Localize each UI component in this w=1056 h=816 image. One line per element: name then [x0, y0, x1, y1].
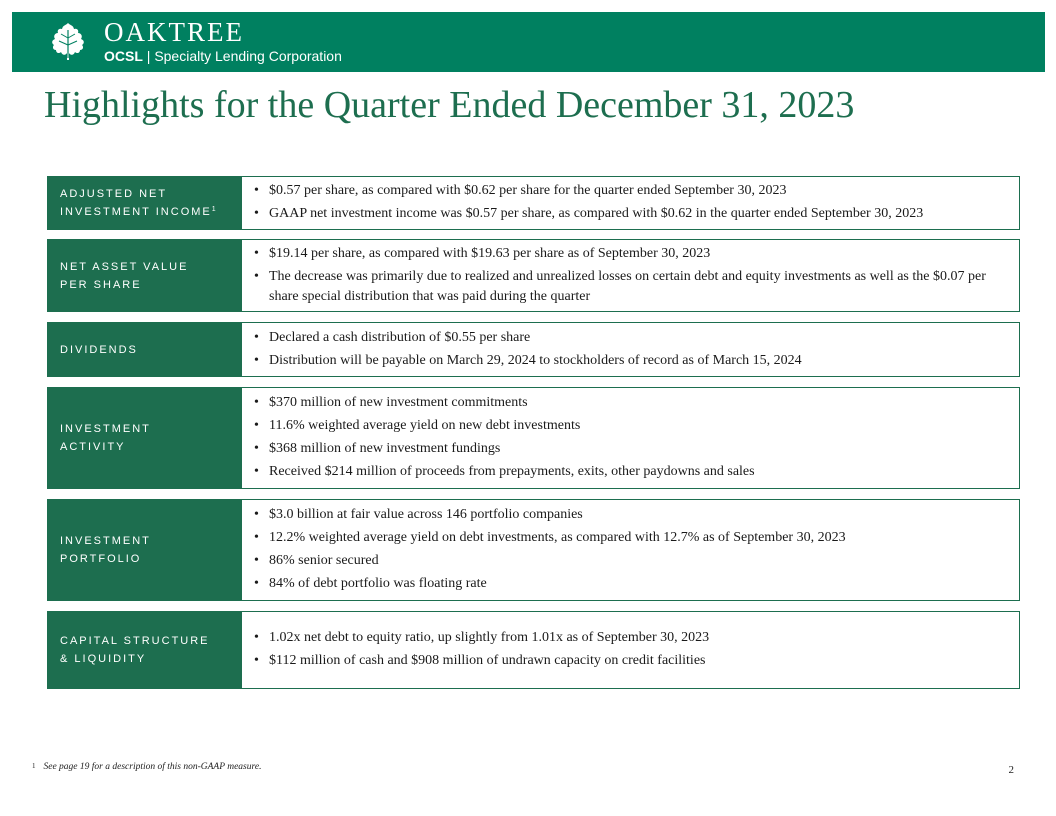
- section-label-text: CAPITAL STRUCTURE & LIQUIDITY: [60, 635, 210, 665]
- section-investment-portfolio: [47, 499, 1020, 601]
- bullet-item: • $0.57 per share, as compared with $0.62 per share for the quarter ended September 30, 2023: [242, 181, 1003, 201]
- bullet-item: • $112 million of cash and $908 million of undrawn capacity on credit facilities: [242, 651, 1003, 671]
- footnote-mark: 1: [32, 762, 36, 770]
- section-nav-per-share: [47, 239, 1020, 312]
- section-label-text: ADJUSTED NET INVESTMENT INCOME$^1$: [60, 188, 216, 218]
- bullet-item: • $370 million of new investment commitments: [242, 393, 1003, 413]
- bullet-item: • $3.0 billion at fair value across 146 portfolio companies: [242, 505, 1003, 525]
- section-label: [48, 323, 242, 376]
- section-investment-activity: [47, 387, 1020, 489]
- section-label-text: INVESTMENT PORTFOLIO: [60, 535, 151, 565]
- footnote-ref: 1: [211, 206, 216, 213]
- brand-separator: |: [146, 48, 151, 64]
- section-adjusted-nii: [47, 176, 1020, 230]
- section-label-text: INVESTMENT ACTIVITY: [60, 423, 151, 453]
- brand-subtitle: [104, 47, 342, 65]
- bullet-item: • $19.14 per share, as compared with $19.63 per share as of September 30, 2023: [242, 244, 1003, 264]
- bullet-item: • Distribution will be payable on March 29, 2024 to stockholders of record as of March 15, 2024: [242, 351, 1003, 371]
- footnote-text: See page 19 for a description of this non-GAAP measure.: [43, 762, 262, 772]
- bullet-item: • $368 million of new investment fundings: [242, 439, 1003, 459]
- bullet-list: [242, 240, 1019, 311]
- bullet-item: • Declared a cash distribution of $0.55 per share: [242, 328, 1003, 348]
- section-label: [48, 388, 242, 488]
- section-label: [48, 240, 242, 311]
- bullet-list: [242, 177, 1019, 229]
- bullet-item: • The decrease was primarily due to realized and unrealized losses on certain debt and equity investments as well as the $0.07 per share special distribution that was paid during the quarter: [242, 267, 1003, 307]
- bullet-item: • GAAP net investment income was $0.57 per share, as compared with $0.62 in the quarter ended September 30, 2023: [242, 204, 1003, 224]
- oak-leaf-icon: [46, 20, 90, 64]
- page-number: 2: [1008, 764, 1014, 776]
- bullet-list: [242, 323, 1019, 376]
- bullet-item: • 1.02x net debt to equity ratio, up slightly from 1.01x as of September 30, 2023: [242, 628, 1003, 648]
- bullet-item: • 12.2% weighted average yield on debt investments, as compared with 12.7% as of September 30, 2023: [242, 528, 1003, 548]
- bullet-item: • 84% of debt portfolio was floating rate: [242, 574, 1003, 594]
- bullet-list: [242, 612, 1019, 688]
- bullet-list: [242, 388, 1019, 488]
- ticker: OCSL: [104, 48, 143, 64]
- section-label: [48, 500, 242, 600]
- section-label-text: NET ASSET VALUE PER SHARE: [60, 260, 189, 291]
- section-label: [48, 177, 242, 229]
- brand-name: OAKTREE: [104, 17, 244, 47]
- header-banner: [12, 12, 1045, 72]
- section-label: [48, 612, 242, 688]
- bullet-item: • Received $214 million of proceeds from prepayments, exits, other paydowns and sales: [242, 462, 1003, 482]
- section-label-text: DIVIDENDS: [60, 343, 138, 356]
- section-dividends: [47, 322, 1020, 377]
- footnote: [32, 762, 261, 772]
- company-name: Specialty Lending Corporation: [154, 48, 342, 64]
- bullet-item: • 11.6% weighted average yield on new debt investments: [242, 416, 1003, 436]
- bullet-list: [242, 500, 1019, 600]
- page-title: Highlights for the Quarter Ended December 31, 2023: [44, 84, 855, 126]
- section-capital-structure: [47, 611, 1020, 689]
- bullet-item: • 86% senior secured: [242, 551, 1003, 571]
